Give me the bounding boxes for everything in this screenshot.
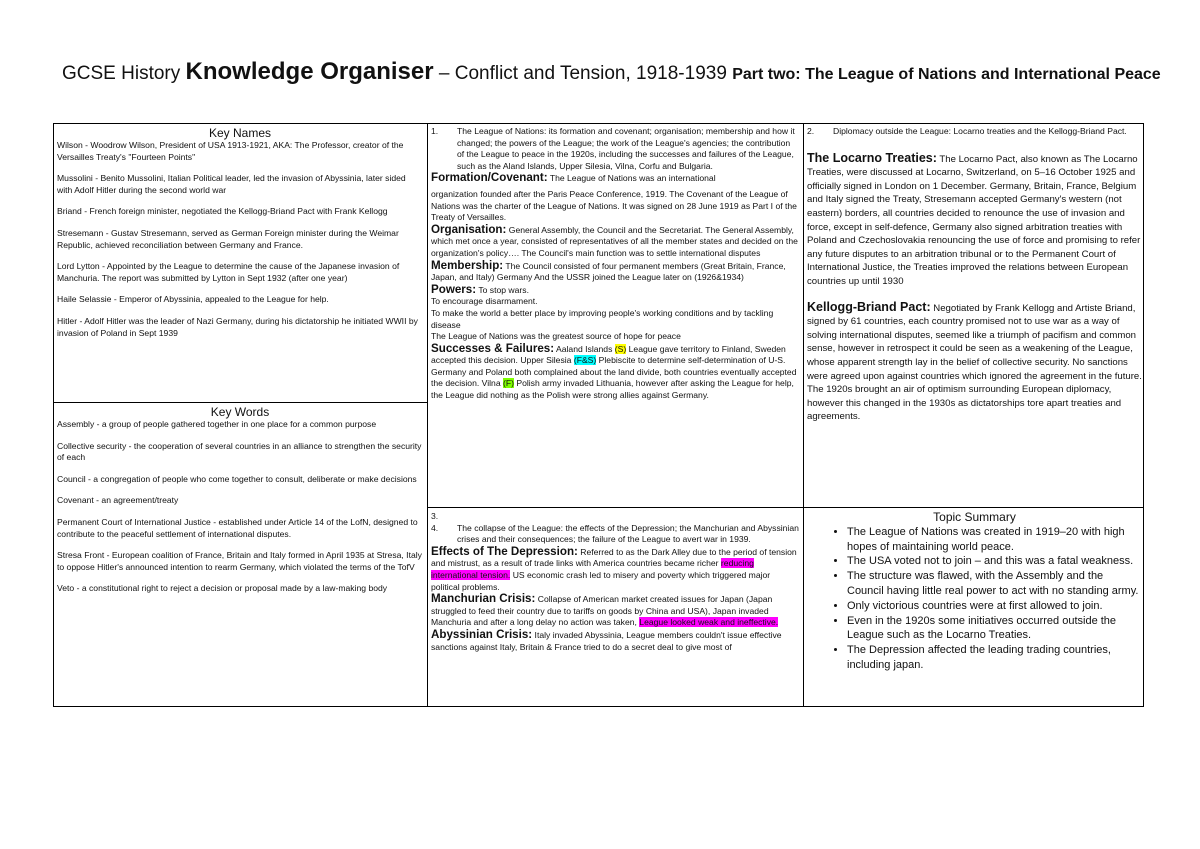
powers-text-c: To make the world a better place by improving people's working conditions and by tackling disease [431, 307, 774, 330]
title-part: Part two: The League of Nations and International Peace [732, 66, 1161, 83]
locarno-text: The Locarno Pact, also known as The Locarno Treaties, were discussed at Locarno, Switzerland, on 5–16 October 1925 and officially signed in London on 1 December. Germany, Britain, France, Belgium and Italy signed the Treaty, Stresemann accepted Germany's western (not eastern) borders, all countries decided to renounce the use of invasion and force, except in self-defence, Germany also signed arbitration treaties with Poland and Czechoslovakia renouncing the use of force and promising to refer any future disputes to an arbitration tribunal or to the Permanent Court of International Justice, the Treaties improved the relations between European countries up until 1930 [807, 153, 1141, 287]
powers-text-d: The League of Nations was the greatest source of hope for peace [431, 331, 681, 342]
abyssinian-paragraph [431, 629, 799, 653]
summary-item: • The Depression affected the leading trading countries, including japan. [847, 643, 1142, 673]
manchurian-highlight: League looked weak and ineffective. [639, 617, 779, 628]
key-name-lytton: Lord Lytton - Appointed by the League to determine the cause of the Japanese invasion of Manchuria. The report was submitted by Lytton in Sept 1932 (after one year) [57, 261, 400, 283]
title-main: Knowledge Organiser [185, 58, 434, 85]
formation-paragraph [431, 172, 799, 185]
title-prefix: GCSE History [62, 63, 186, 84]
key-words-panel [57, 405, 423, 705]
key-word-stresa-front: Stresa Front - European coalition of France, Britain and Italy formed in April 1935 at Stresa, Italy to oppose Hitler's announced intention to rearm Germany, which violated the terms of the TofV [57, 550, 422, 572]
section-3-intro-text: The collapse of the League: the effects of the Depression; the Manchurian and Abyssinian crises and their consequences; the failure of the League to avert war in 1939. [457, 522, 799, 545]
key-name-stresemann: Stresemann - Gustav Stresemann, served as German Foreign minister during the Weimar Republic, achieved reconciliation between Germany and France. [57, 227, 399, 250]
section-3-panel [431, 511, 799, 706]
section-2-number: 2. [807, 126, 815, 136]
key-word-covenant: Covenant - an agreement/treaty [57, 495, 179, 506]
sf-text-3: Plebiscite to determine self-determination of U-S. Germany and Poland both complained about the land divide, both countries eventually accepted the decision. Vilna [431, 355, 797, 389]
section-2-intro-text: Diplomacy outside the League: Locarno treaties and the Kellogg-Briand Pact. [833, 126, 1127, 136]
powers-text-b: To encourage disarmament. [431, 296, 538, 307]
success-tag: (S) [614, 343, 627, 354]
manchurian-heading: Manchurian Crisis: [431, 592, 536, 606]
key-names-panel [57, 126, 423, 401]
kellogg-text: Negotiated by Frank Kellogg and Artiste Briand, signed by 61 countries, each country promised not to use war as a way of solving international disputes, seemed like a triumph of pacifism and common sense, however in retrospect it could be seen as a weakening of the League, whose apparent strength lay in the belief of collective security. No sanctions were agreed upon against countries which ignored the agreement in the future. The 1920s brought an air of optimism surrounding European diplomacy, however this changed in the 1930s as dictatorships tore apart treaties and agreements. [807, 302, 1142, 423]
section-1-intro-text: The League of Nations: its formation and covenant; organisation; membership and how it changed; the powers of the League; the work of the League's agencies; the contribution of the League to peace in the 1920s, including the successes and failures of the League, such as the Aland Islands, Upper Silesia, Vilna, Corfu and Bulgaria. [457, 126, 795, 171]
topic-summary-list [807, 525, 1142, 673]
locarno-heading: The Locarno Treaties: [807, 150, 937, 165]
topic-summary-heading: Topic Summary [933, 510, 1016, 524]
title-dash: – [433, 63, 455, 84]
manchurian-paragraph [431, 593, 799, 629]
successes-failures-heading: Successes & Failures: [431, 341, 555, 355]
depression-text-b: US economic crash led to misery and poverty which triggered major political problems. [431, 569, 771, 592]
key-name-briand: Briand - French foreign minister, negotiated the Kellogg-Briand Pact with Frank Kellogg [57, 206, 388, 217]
summary-item: • Even in the 1920s some initiatives occurred outside the League such as the Locarno Treaties. [847, 614, 1142, 644]
key-name-selassie: Haile Selassie - Emperor of Abyssinia, appealed to the League for help. [57, 294, 329, 305]
divider-col1 [427, 124, 428, 707]
organisation-paragraph [431, 224, 799, 260]
failure-success-tag: (F&S) [573, 355, 597, 366]
formation-text-b: organization founded after the Paris Peace Conference, 1919. The Covenant of the League of Nations was the charter of the League of Nations. It was signed on 28 June 1919 as Part I of the Treaty of Versailles. [431, 188, 797, 223]
section-2-panel [807, 126, 1142, 506]
sf-text-4: Polish army invaded Lithuania, however after asking the League for help, the League did nothing as the Polish were strong allies against Germany. [431, 378, 794, 401]
failure-tag: (F) [502, 378, 514, 389]
sf-text-1: Aaland Islands [554, 343, 615, 354]
page-title [62, 58, 1162, 86]
depression-heading: Effects of The Depression: [431, 544, 578, 558]
depression-text-a: Referred to as the Dark Alley due to the period of tension and mistrust, as a result of trade links with America countries became richer [431, 546, 797, 569]
summary-item: • The League of Nations was created in 1919–20 with high hopes of maintaining world peace. [847, 525, 1142, 555]
sf-text-2: League gave territory to Finland, Sweden accepted this decision. Upper Silesia [431, 343, 786, 366]
abyssinian-text: Italy invaded Abyssinia, League members couldn't issue effective sanctions against Italy, Britain & France tried to do a secret deal to give most of [431, 629, 782, 652]
organisation-text: General Assembly, the Council and the Secretariat. The General Assembly, which met once a year, consisted of representatives of all the member states and decided on the organization's policy…. The Council's main function was to settle international disputes [431, 224, 798, 258]
summary-item: • Only victorious countries were at first allowed to join. [847, 599, 1142, 614]
section-1-panel [431, 126, 799, 506]
powers-heading: Powers: [431, 282, 477, 296]
membership-paragraph [431, 260, 799, 284]
depression-highlight: reducing international tension. [431, 558, 754, 580]
section-4-number: 4. [431, 522, 439, 533]
locarno-paragraph [807, 152, 1142, 289]
successes-failures-paragraph [431, 343, 799, 402]
key-word-assembly: Assembly - a group of people gathered together in one place for a common purpose [57, 419, 377, 429]
key-word-pcij: Permanent Court of International Justice - established under Article 14 of the LofN, designed to contribute to the peaceful settlement of international disputes. [57, 516, 418, 539]
organiser-grid [53, 123, 1144, 707]
title-subtitle: Conflict and Tension, 1918-1939 [454, 63, 733, 84]
section-3-intro [431, 523, 799, 546]
key-word-council: Council - a congregation of people who come together to consult, deliberate or make decisions [57, 473, 417, 484]
summary-item: • The structure was flawed, with the Assembly and the Council having little real power to act with no standing army. [847, 569, 1142, 599]
membership-text: The Council consisted of four permanent members (Great Britain, France, Japan, and Italy) Germany And the USSR joined the League later on (1926&1934) [431, 260, 786, 283]
section-3-number: 3. [431, 511, 439, 521]
divider-col1-row [54, 402, 428, 403]
organisation-heading: Organisation: [431, 222, 507, 236]
section-2-intro [807, 126, 1142, 138]
key-word-veto: Veto - a constitutional right to reject a decision or proposal made by a law-making body [57, 583, 388, 594]
section-1-number: 1. [431, 126, 439, 136]
kellogg-paragraph [807, 301, 1142, 424]
manchurian-text: Collapse of American market created issues for Japan (Japan struggled to feed their country due to tariffs on goods by China and USA), Japan invaded Manchuria and after a long delay no action was taken, [431, 594, 773, 628]
abyssinian-heading: Abyssinian Crisis: [431, 627, 533, 641]
powers-text-a: To stop wars. [476, 284, 529, 295]
key-names-heading: Key Names [208, 126, 272, 140]
section-1-intro [431, 126, 799, 172]
key-word-collective-security: Collective security - the cooperation of several countries in an alliance to strengthen the security of each [57, 440, 422, 463]
key-name-mussolini: Mussolini - Benito Mussolini, Italian Political leader, led the invasion of Abyssinia, later sided with Adolf Hitler during the second world war [57, 173, 406, 195]
divider-row [428, 507, 1144, 508]
key-name-wilson: Wilson - Woodrow Wilson, President of USA 1913-1921, AKA: The Professor, creator of the Versailles Treaty's "Fourteen Points" [57, 140, 404, 162]
key-name-hitler: Hitler - Adolf Hitler was the leader of Nazi Germany, during his dictatorship he initiated WWII by invasion of Poland in Sept 1939 [57, 315, 418, 338]
formation-text-a: The League of Nations was an international [547, 173, 716, 184]
formation-heading: Formation/Covenant: [431, 171, 548, 185]
membership-heading: Membership: [431, 258, 504, 272]
divider-col2 [803, 124, 804, 707]
depression-paragraph [431, 546, 799, 593]
summary-item: • The USA voted not to join – and this was a fatal weakness. [847, 554, 1142, 569]
kellogg-heading: Kellogg-Briand Pact: [807, 299, 931, 314]
topic-summary-panel [807, 510, 1142, 706]
powers-paragraph [431, 284, 799, 297]
key-words-heading: Key Words [210, 405, 270, 419]
